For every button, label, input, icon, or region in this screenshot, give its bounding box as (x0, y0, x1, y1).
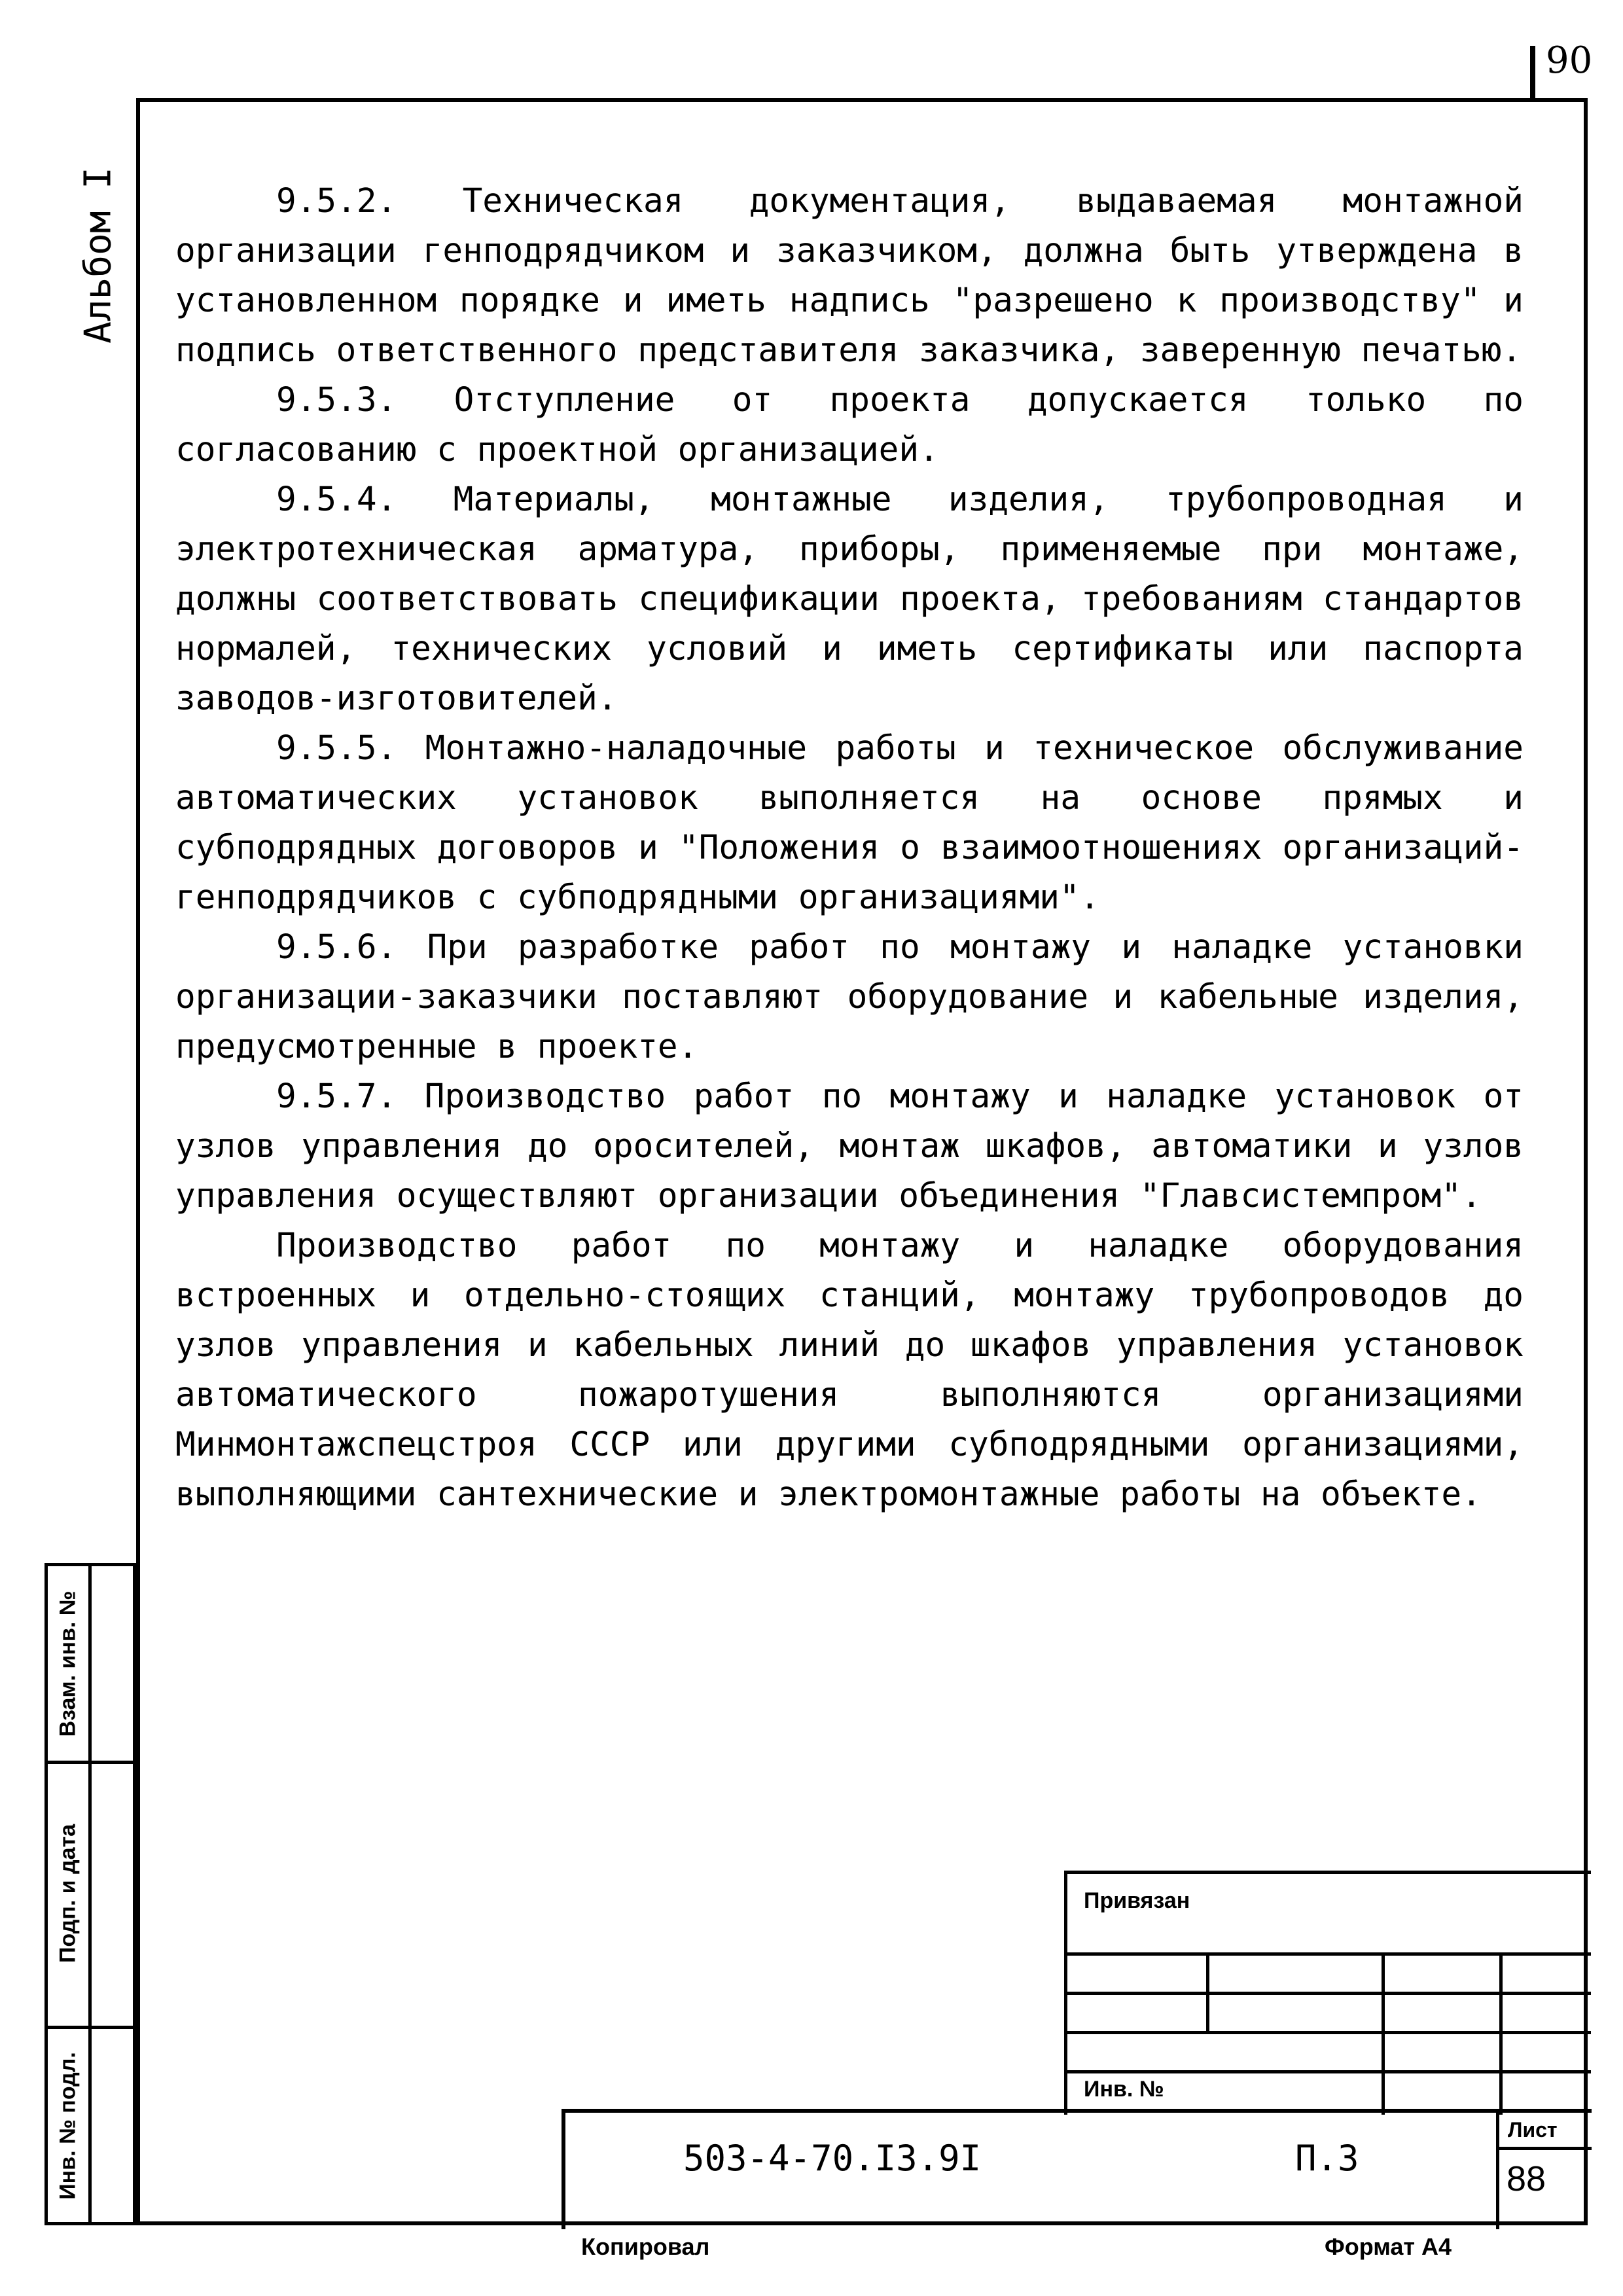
side-label-podp-data: Подп. и дата (55, 1823, 80, 1963)
paragraph-9-5-4: 9.5.4. Материалы, монтажные изделия, трубопроводная и электротехническая арматура, приборы, применяемые при монтаже, должны соответствовать спецификации проекта, требованиям стандартов нормалей, технических условий и иметь сертификаты или паспорта заводов-изготовителей. (175, 480, 1524, 718)
copied-label: Копировал (581, 2233, 710, 2260)
inv-no-label: Инв. № (1084, 2077, 1164, 2102)
page-number: 90 (1546, 39, 1593, 82)
table-line (1496, 2147, 1592, 2150)
paragraph-9-5-5: 9.5.5. Монтажно-наладочные работы и техническое обслуживание автоматических установок выполняется на основе прямых и субподрядных договоров и "Положения о взаимоотношениях организаций-генподрядчиков с субподрядными организациями". (175, 729, 1524, 917)
side-label-vzam-inv: Взам. инв. № (55, 1590, 80, 1737)
main-title-block (562, 2109, 1592, 2229)
sheet-number: 88 (1507, 2159, 1546, 2198)
paragraph-9-5-7: 9.5.7. Производство работ по монтажу и наладке установок от узлов управления до оросителей, монтаж шкафов, автоматики и узлов управления осуществляют организации объединения "Главсистемпром". (175, 1077, 1524, 1215)
document-code: 503-4-70.I3.9I (683, 2138, 982, 2179)
table-line (1496, 2113, 1499, 2229)
privyazan-table (1064, 1871, 1591, 2115)
privyazan-label: Привязан (1084, 1888, 1190, 1913)
table-line (1067, 2031, 1591, 2034)
paragraph-9-5-2: 9.5.2. Техническая документация, выдаваемая монтажной организации генподрядчиком и заказчиком, должна быть утверждена в установленном порядке и иметь надпись "разрешено к производству" и подпись ответственного представителя заказчика, заверенную печатью. (175, 182, 1524, 370)
paragraph-production: Производство работ по монтажу и наладке оборудования встроенных и отдельно-стоящих станций, монтажу трубопроводов до узлов управления и кабельных линий до шкафов управления установок автоматического пожаротушения выполняются организациями Минмонтажспецстроя СССР или другими субподрядными организациями, выполняющими сантехнические и электромонтажные работы на объекте. (175, 1227, 1524, 1514)
side-stamp-strip (45, 1563, 136, 2225)
table-line (1067, 1992, 1591, 1995)
paragraph-9-5-6: 9.5.6. При разработке работ по монтажу и наладке установки организации-заказчики поставляют оборудование и кабельные изделия, предусмотренные в проекте. (175, 928, 1524, 1066)
page-number-bar (1530, 46, 1535, 99)
table-line (1067, 2070, 1591, 2073)
paragraph-9-5-3: 9.5.3. Отступление от проекта допускается только по согласованию с проектной организацией. (175, 381, 1524, 469)
document-body (175, 177, 1524, 1520)
table-line (1067, 1952, 1591, 1956)
album-label-text: Альбом I (77, 167, 120, 344)
table-line (1499, 1952, 1503, 2115)
section-code: П.3 (1295, 2138, 1359, 2179)
table-line (1206, 1952, 1209, 2031)
side-label-inv-podl: Инв. № подл. (55, 2051, 80, 2200)
album-label (59, 157, 137, 353)
sheet-label: Лист (1508, 2118, 1558, 2142)
format-label: Формат А4 (1325, 2233, 1452, 2260)
table-line (1382, 1952, 1385, 2115)
